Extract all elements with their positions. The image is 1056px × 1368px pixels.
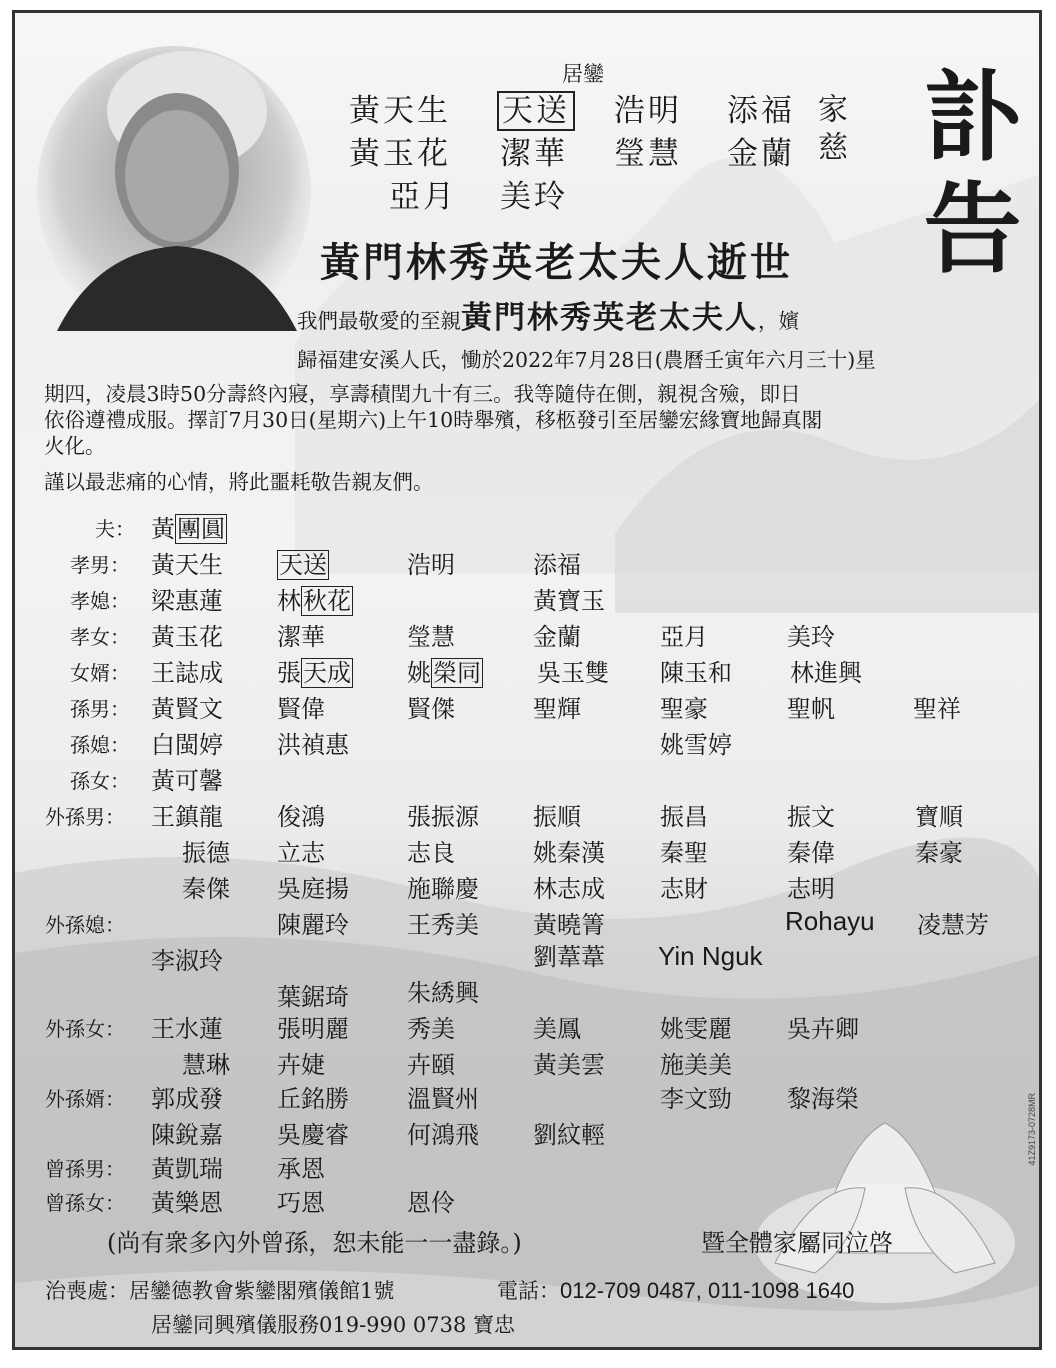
family-name: 亞月 bbox=[660, 623, 708, 651]
family-name: 黃賢文 bbox=[151, 695, 223, 723]
family-name: 吳玉雙 bbox=[537, 659, 609, 687]
family-name: 振德 bbox=[182, 839, 230, 867]
family-name: 振文 bbox=[787, 803, 835, 831]
family-name: 俊鴻 bbox=[277, 803, 325, 831]
funeral-office: 治喪處：居鑾德教會紫鑾閣殯儀館1號 bbox=[45, 1279, 395, 1303]
family-name: 林秋花 bbox=[277, 587, 351, 615]
family-name: 林志成 bbox=[533, 875, 605, 903]
family-name: 黃可馨 bbox=[151, 767, 223, 795]
family-name: 賢偉 bbox=[277, 695, 325, 723]
family-name: 金蘭 bbox=[533, 623, 581, 651]
ad-code: 41Z9173-0728MR bbox=[1027, 1093, 1037, 1166]
family-name: 聖祥 bbox=[913, 695, 961, 723]
obituary-title: 訃告 bbox=[907, 65, 1021, 289]
family-name: 志明 bbox=[787, 875, 835, 903]
family-name: 梁惠蓮 bbox=[151, 587, 223, 615]
family-name: 美玲 bbox=[787, 623, 835, 651]
outer-gdil-label: 外孫媳： bbox=[45, 913, 125, 937]
family-name: 天送 bbox=[279, 551, 327, 579]
family-name: 王秀美 bbox=[407, 911, 479, 939]
family-name: 林進興 bbox=[790, 659, 862, 687]
body-line-4: 依俗遵禮成服。擇訂7月30日(星期六)上午10時舉殯，移柩發引至居鑾宏緣寶地歸真閣 bbox=[44, 408, 823, 432]
place-label: 居鑾 bbox=[562, 62, 604, 86]
family-name: 溫賢州 bbox=[407, 1085, 479, 1113]
family-name: 美鳳 bbox=[533, 1015, 581, 1043]
family-name: 黃曉箐 bbox=[533, 911, 605, 939]
header-name: 美玲 bbox=[500, 179, 568, 215]
family-vertical-label: 家慈 bbox=[812, 93, 847, 169]
family-name: 王鎮龍 bbox=[151, 803, 223, 831]
phone-line: 電話：012-709 0487, 011-1098 1640 bbox=[497, 1278, 855, 1303]
family-name: 黃美雲 bbox=[533, 1051, 605, 1079]
daughter-label: 孝女： bbox=[70, 625, 130, 649]
family-name: 卉頤 bbox=[407, 1051, 455, 1079]
family-name: 黃天生 bbox=[151, 551, 223, 579]
family-name: 朱綉興 bbox=[407, 979, 479, 1007]
body-line-6: 謹以最悲痛的心情，將此噩耗敬告親友們。 bbox=[44, 470, 434, 494]
sil-label: 女婿： bbox=[70, 661, 130, 685]
body-line-1: 我們最敬愛的至親黃門林秀英老太夫人，嬪 bbox=[297, 300, 799, 336]
dil-label: 孝媳： bbox=[70, 589, 130, 613]
closing-line: 暨全體家屬同泣啓 bbox=[701, 1229, 893, 1257]
outer-gsil-label: 外孫婿： bbox=[45, 1087, 125, 1111]
family-name: 聖輝 bbox=[533, 695, 581, 723]
family-name: 葉鋸琦 bbox=[277, 983, 349, 1011]
family-name: 秦傑 bbox=[182, 875, 230, 903]
family-name: 聖豪 bbox=[660, 695, 708, 723]
family-name: 陳麗玲 bbox=[277, 911, 349, 939]
family-name: 秦豪 bbox=[915, 839, 963, 867]
family-name: 王水蓮 bbox=[151, 1015, 223, 1043]
family-name: 劉葦葦 bbox=[533, 943, 605, 971]
son-label: 孝男： bbox=[70, 553, 130, 577]
obituary-frame bbox=[12, 10, 1042, 1350]
header-name: 亞月 bbox=[389, 179, 457, 215]
outer-grandson-label: 外孫男： bbox=[45, 805, 125, 829]
granddaughter-label: 孫女： bbox=[70, 769, 130, 793]
gdil-label: 孫媳： bbox=[70, 733, 130, 757]
family-name: 凌慧芳 bbox=[917, 911, 989, 939]
body-line-5: 火化。 bbox=[44, 434, 106, 458]
family-name: 劉紋輕 bbox=[533, 1121, 605, 1149]
header-name: 浩明 bbox=[614, 93, 682, 129]
grandson-label: 孫男： bbox=[70, 697, 130, 721]
family-name: 陳玉和 bbox=[660, 659, 732, 687]
family-name: 潔華 bbox=[277, 623, 325, 651]
family-name: 卉婕 bbox=[277, 1051, 325, 1079]
family-name: 郭成發 bbox=[151, 1085, 223, 1113]
family-name: 吳庭揚 bbox=[277, 875, 349, 903]
family-name: 浩明 bbox=[407, 551, 455, 579]
header-name: 金蘭 bbox=[727, 136, 795, 172]
family-name: 秦偉 bbox=[787, 839, 835, 867]
family-name: Yin Nguk bbox=[658, 941, 763, 971]
family-name: 慧琳 bbox=[182, 1051, 230, 1079]
omission-note: (尚有衆多內外曾孫，恕未能一一盡錄。) bbox=[107, 1229, 522, 1257]
header-name: 添福 bbox=[727, 93, 795, 129]
family-name: 秦聖 bbox=[660, 839, 708, 867]
family-name: 振昌 bbox=[660, 803, 708, 831]
family-name: 黎海榮 bbox=[787, 1085, 859, 1113]
family-name: 黃樂恩 bbox=[151, 1189, 223, 1217]
header-name: 天送 bbox=[497, 85, 575, 130]
family-name: 黃寶玉 bbox=[533, 587, 605, 615]
family-name: 承恩 bbox=[277, 1155, 325, 1183]
family-name: 立志 bbox=[277, 839, 325, 867]
portrait-photo bbox=[37, 41, 311, 331]
family-name: 黃凱瑞 bbox=[151, 1155, 223, 1183]
family-name: 陳銳嘉 bbox=[151, 1121, 223, 1149]
family-name: 寶順 bbox=[915, 803, 963, 831]
header-name: 瑩慧 bbox=[614, 136, 682, 172]
family-name: 丘銘勝 bbox=[277, 1085, 349, 1113]
funeral-service: 居鑾同興殯儀服務019-990 0738 寶忠 bbox=[151, 1313, 516, 1337]
family-name: 王誌成 bbox=[151, 659, 223, 687]
header-name: 潔華 bbox=[500, 136, 568, 172]
husband-label: 夫： bbox=[95, 517, 135, 541]
family-name: 李文勁 bbox=[660, 1085, 732, 1113]
family-name: 何鴻飛 bbox=[407, 1121, 479, 1149]
family-name: Rohayu bbox=[785, 906, 875, 936]
family-name: 聖帆 bbox=[787, 695, 835, 723]
family-name: 巧恩 bbox=[277, 1189, 325, 1217]
family-name: 張振源 bbox=[407, 803, 479, 831]
family-name: 姚秦漢 bbox=[533, 839, 605, 867]
header-name: 黃天生 bbox=[349, 93, 451, 129]
family-name: 志財 bbox=[660, 875, 708, 903]
family-name: 吳卉卿 bbox=[787, 1015, 859, 1043]
family-name: 姚榮同 bbox=[407, 659, 481, 687]
family-name: 添福 bbox=[533, 551, 581, 579]
family-name: 志良 bbox=[407, 839, 455, 867]
family-name: 洪禎惠 bbox=[277, 731, 349, 759]
family-name: 賢傑 bbox=[407, 695, 455, 723]
family-name: 吳慶睿 bbox=[277, 1121, 349, 1149]
outer-gd-label: 外孫女： bbox=[45, 1017, 125, 1041]
ggdaughter-label: 曾孫女： bbox=[45, 1191, 125, 1215]
body-line-3: 期四，凌晨3時50分壽終內寢，享壽積閏九十有三。我等隨侍在側，親視含殮，即日 bbox=[44, 382, 801, 406]
family-name: 姚雪婷 bbox=[660, 731, 732, 759]
family-name: 恩伶 bbox=[407, 1189, 455, 1217]
ggson-label: 曾孫男： bbox=[45, 1157, 125, 1181]
header-name: 黃玉花 bbox=[349, 136, 451, 172]
family-name: 振順 bbox=[533, 803, 581, 831]
family-name: 秀美 bbox=[407, 1015, 455, 1043]
family-name: 黃玉花 bbox=[151, 623, 223, 651]
husband-name: 黃團圓 bbox=[151, 515, 225, 543]
body-line-2: 歸福建安溪人氏，慟於2022年7月28日(農曆壬寅年六月三十)星 bbox=[297, 348, 876, 372]
family-name: 張明麗 bbox=[277, 1015, 349, 1043]
headline: 黃門林秀英老太夫人逝世 bbox=[320, 240, 793, 286]
family-name: 瑩慧 bbox=[407, 623, 455, 651]
family-name: 李淑玲 bbox=[151, 947, 223, 975]
family-name: 姚雯麗 bbox=[660, 1015, 732, 1043]
family-name: 施聯慶 bbox=[407, 875, 479, 903]
family-name: 白閩婷 bbox=[151, 731, 223, 759]
family-name: 施美美 bbox=[660, 1051, 732, 1079]
family-name: 張天成 bbox=[277, 659, 351, 687]
